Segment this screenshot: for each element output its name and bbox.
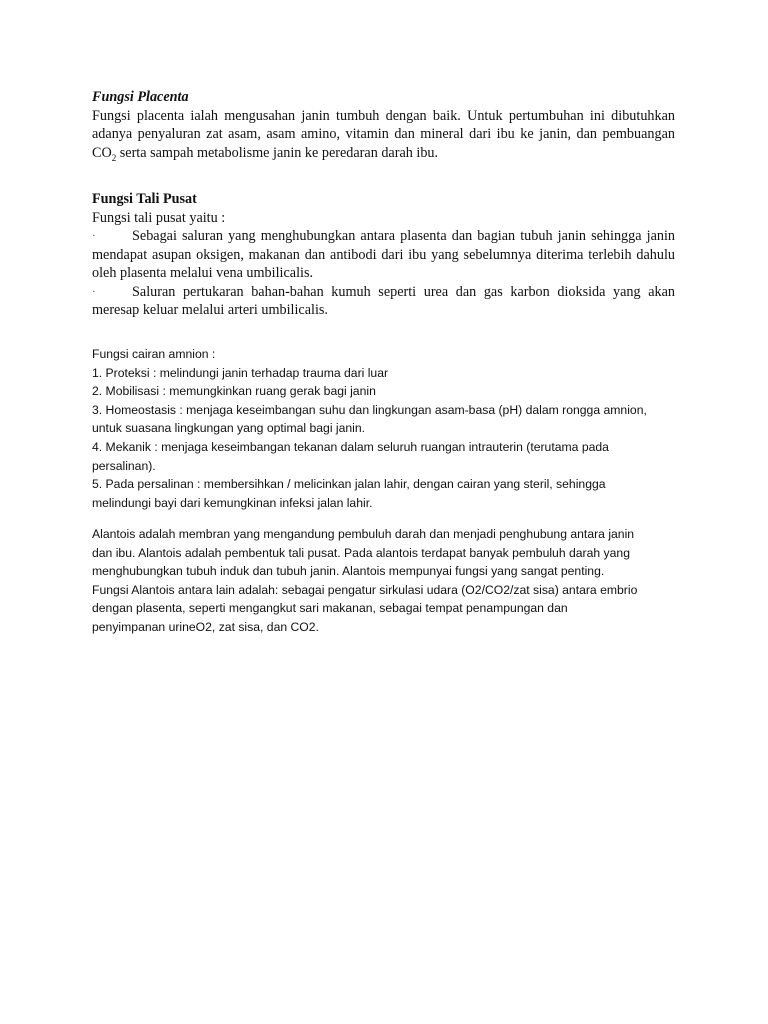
tali-pusat-item [92, 283, 675, 320]
tali-pusat-item [92, 227, 675, 283]
alantois-line: dengan plasenta, seperti mengangkut sari makanan, sebagai tempat penampungan dan [92, 601, 568, 616]
amnion-heading: Fungsi cairan amnion : [92, 347, 216, 361]
placenta-text-part1: Fungsi placenta ialah mengusahan janin tumbuh dengan baik. Untuk pertumbuhan ini dibutuhkan adanya penyaluran zat asam, asam amino, vitamin dan mineral dari ibu ke janin, dan pembuangan CO [92, 107, 675, 161]
tali-pusat-intro: Fungsi tali pusat yaitu : [92, 209, 226, 226]
tali-pusat-item-text: Saluran pertukaran bahan-bahan kumuh seperti urea dan gas karbon dioksida yang akan meresap keluar melalui arteri umbilicalis. [92, 283, 675, 318]
placenta-text-part2: serta sampah metabolisme janin ke peredaran darah ibu. [116, 144, 439, 161]
amnion-line: untuk suasana lingkungan yang optimal bagi janin. [92, 421, 366, 436]
alantois-line: dan ibu. Alantois adalah pembentuk tali pusat. Pada alantois terdapat banyak pembuluh darah yang [92, 545, 630, 560]
alantois-line: Fungsi Alantois antara lain adalah: sebagai pengatur sirkulasi udara (O2/CO2/zat sisa) antara embrio [92, 582, 638, 597]
amnion-line: 3. Homeostasis : menjaga keseimbangan suhu dan lingkungan asam-basa (pH) dalam rongga amnion, [92, 402, 647, 417]
tali-pusat-item-text: Sebagai saluran yang menghubungkan antara plasenta dan bagian tubuh janin sehingga janin mendapat asupan oksigen, makanan dan antibodi dari ibu yang sebelumnya diterima terlebih dahulu oleh plasenta melalui vena umbilicalis. [92, 228, 675, 281]
alantois-line: menghubungkan tubuh induk dan tubuh janin. Alantois mempunyai fungsi yang sangat penting. [92, 564, 605, 579]
amnion-line: melindungi bayi dari kemungkinan infeksi jalan lahir. [92, 495, 373, 510]
bullet-dot-icon: · [92, 230, 96, 242]
amnion-line: 4. Mekanik : menjaga keseimbangan tekanan dalam seluruh ruangan intrauterin (terutama pada [92, 439, 609, 454]
section-tali-pusat [92, 190, 675, 320]
placenta-subscript: 2 [111, 152, 117, 163]
amnion-line: 2. Mobilisasi : memungkinkan ruang gerak bagi janin [92, 384, 376, 399]
bullet-dot-icon: · [92, 285, 96, 298]
section-amnion [92, 345, 675, 512]
amnion-line: persalinan). [92, 458, 156, 473]
amnion-line: 5. Pada persalinan : membersihkan / melicinkan jalan lahir, dengan cairan yang steril, sehingga [92, 477, 606, 492]
alantois-line: Alantois adalah membran yang mengandung pembuluh darah dan menjadi penghubung antara janin [92, 527, 635, 541]
alantois-line: penyimpanan urineO2, zat sisa, dan CO2. [92, 619, 319, 634]
placenta-heading: Fungsi Placenta [92, 89, 189, 105]
tali-pusat-heading: Fungsi Tali Pusat [92, 191, 197, 207]
section-alantois [92, 525, 675, 637]
amnion-line: 1. Proteksi : melindungi janin terhadap trauma dari luar [92, 365, 389, 380]
section-placenta [92, 88, 675, 162]
placenta-paragraph [92, 107, 675, 163]
